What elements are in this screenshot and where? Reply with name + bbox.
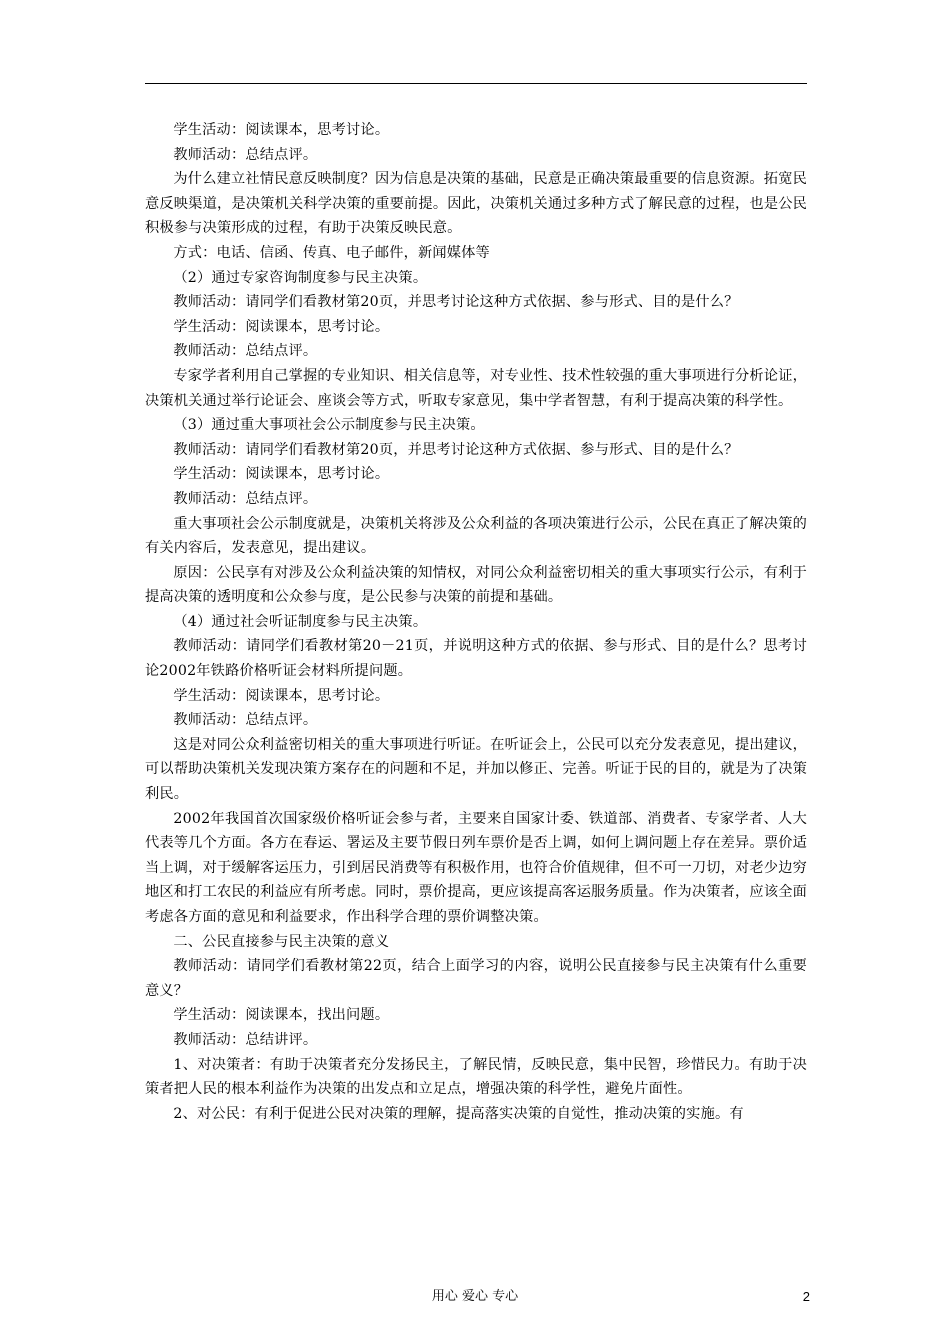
document-body bbox=[145, 118, 807, 1126]
paragraph: 学生活动：阅读课本，思考讨论。 bbox=[173, 687, 390, 704]
paragraph: 学生活动：阅读课本，找出问题。 bbox=[173, 1007, 390, 1024]
paragraph: 二、公民直接参与民主决策的意义 bbox=[173, 933, 390, 950]
paragraph: 教师活动：总结点评。 bbox=[173, 712, 318, 729]
paragraph: 教师活动：请同学们看教材第22页，结合上面学习的内容，说明公民直接参与民主决策有什么重要意义？ bbox=[145, 958, 807, 999]
paragraph: 专家学者利用自己掌握的专业知识、相关信息等，对专业性、技术性较强的重大事项进行分析论证，决策机关通过举行论证会、座谈会等方式，听取专家意见，集中学者智慧，有利于提高决策的科学性。 bbox=[145, 367, 807, 409]
footer-text: 用心 爱心 专心 bbox=[431, 1289, 519, 1304]
paragraph: 学生活动：阅读课本，思考讨论。 bbox=[173, 466, 390, 483]
paragraph: 教师活动：总结点评。 bbox=[173, 343, 318, 360]
header-rule bbox=[145, 83, 807, 84]
paragraph: （3）通过重大事项社会公示制度参与民主决策。 bbox=[173, 417, 485, 434]
paragraph: 2002年我国首次国家级价格听证会参与者，主要来自国家计委、铁道部、消费者、专家学者、人大代表等几个方面。各方在春运、署运及主要节假日列车票价是否上调，如何上调问题上存在差异。票价适当上调，对于缓解客运压力，引到居民消费等有积极作用，也符合价值规律，但不可一刀切，对老少边穷地区和打工农民的利益应有所考虑。同时，票价提高，更应该提高客运服务质量。作为决策者，应该全面考虑各方面的意见和利益要求，作出科学合理的票价调整决策。 bbox=[145, 810, 807, 925]
paragraph: 2、对公民：有利于促进公民对决策的理解，提高落实决策的自觉性，推动决策的实施。有 bbox=[173, 1105, 744, 1122]
paragraph: 学生活动：阅读课本，思考讨论。 bbox=[173, 318, 390, 335]
paragraph: 原因：公民享有对涉及公众利益决策的知情权，对同公众利益密切相关的重大事项实行公示，有利于提高决策的透明度和公众参与度，是公民参与决策的前提和基础。 bbox=[145, 564, 807, 606]
paragraph: 重大事项社会公示制度就是，决策机关将涉及公众利益的各项决策进行公示，公民在真正了解决策的有关内容后，发表意见，提出建议。 bbox=[145, 515, 807, 557]
paragraph: 教师活动：总结讲评。 bbox=[173, 1031, 318, 1048]
paragraph: 这是对同公众利益密切相关的重大事项进行听证。在听证会上，公民可以充分发表意见，提出建议，可以帮助决策机关发现决策方案存在的问题和不足，并加以修正、完善。听证于民的目的，就是为了决策利民。 bbox=[145, 736, 807, 803]
paragraph: 教师活动：总结点评。 bbox=[173, 490, 318, 507]
paragraph: 学生活动：阅读课本，思考讨论。 bbox=[173, 122, 390, 138]
paragraph: 为什么建立社情民意反映制度？因为信息是决策的基础，民意是正确决策最重要的信息资源。拓宽民意反映渠道，是决策机关科学决策的重要前提。因此，决策机关通过多种方式了解民意的过程，也是公民积极参与决策形成的过程，有助于决策反映民意。 bbox=[145, 171, 807, 237]
paragraph: （4）通过社会听证制度参与民主决策。 bbox=[173, 613, 428, 630]
paragraph: 教师活动：请同学们看教材第20页，并思考讨论这种方式依据、参与形式、目的是什么？ bbox=[173, 294, 739, 311]
page-number: 2 bbox=[802, 1289, 810, 1304]
paragraph: 教师活动：请同学们看教材第20－21页，并说明这种方式的依据、参与形式、目的是什么？思考讨论2002年铁路价格听证会材料所提问题。 bbox=[145, 638, 807, 680]
paragraph: （2）通过专家咨询制度参与民主决策。 bbox=[173, 269, 428, 286]
paragraph: 方式：电话、信函、传真、电子邮件，新闻媒体等 bbox=[173, 244, 490, 261]
paragraph: 教师活动：总结点评。 bbox=[173, 146, 318, 163]
paragraph: 教师活动：请同学们看教材第20页，并思考讨论这种方式依据、参与形式、目的是什么？ bbox=[173, 441, 739, 458]
paragraph: 1、对决策者：有助于决策者充分发扬民主，了解民情，反映民意，集中民智，珍惜民力。有助于决策者把人民的根本利益作为决策的出发点和立足点，增强决策的科学性，避免片面性。 bbox=[145, 1056, 807, 1098]
